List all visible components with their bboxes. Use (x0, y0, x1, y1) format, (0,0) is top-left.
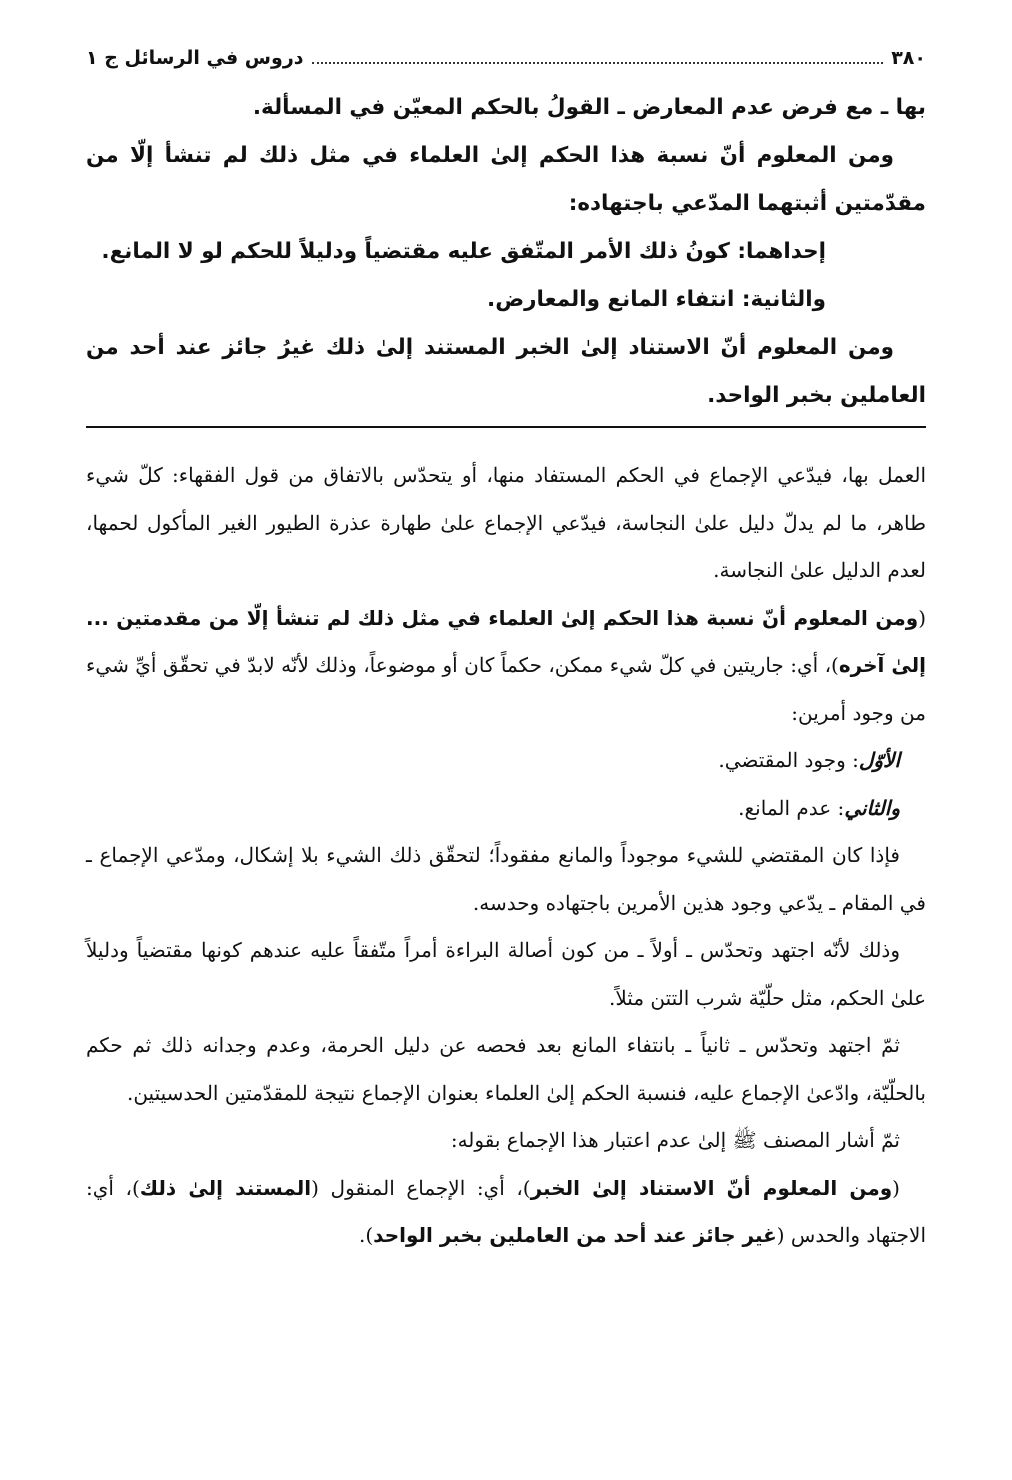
page-header (86, 40, 926, 76)
paren: ( (918, 605, 926, 630)
commentary-text (86, 452, 926, 1260)
commentary-paragraph: العمل بها، فيدّعي الإجماع في الحكم المستفاد منها، أو يتحدّس بالاتفاق من قول الفقهاء: كلّ شيء طاهر، ما لم يدلّ دليل علىٰ النجاسة، فيدّعي الإجماع علىٰ طهارة عذرة الطيور الغير المأكول لحمها، لعدم الدليل علىٰ النجاسة. (86, 463, 926, 582)
header-dotted-leader (312, 62, 884, 64)
main-paragraph: والثانية: انتفاء المانع والمعارض. (487, 287, 826, 312)
commentary-span: : وجود المقتضي. (718, 748, 859, 772)
main-paragraph: بها ـ مع فرض عدم المعارض ـ القولُ بالحكم المعيّن في المسألة. (252, 95, 926, 120)
commentary-paragraph (86, 595, 926, 738)
commentary-paragraph (86, 785, 926, 833)
main-text (86, 84, 926, 420)
item-label: الأوّل (858, 748, 900, 772)
quoted-text: ومن المعلوم أنّ نسبة هذا الحكم إلىٰ العلماء في مثل ذلك لم تنشأ إلّا من مقدمتين ... إلىٰ آخره (86, 605, 926, 677)
book-page (86, 40, 926, 1460)
item-label: والثاني (844, 795, 900, 820)
commentary-paragraph: فإذا كان المقتضي للشيء موجوداً والمانع مفقوداً؛ لتحقّق ذلك الشيء بلا إشكال، ومدّعي الإجماع ـ في المقام ـ يدّعي وجود هذين الأمرين باجتهاده وحدسه. (86, 843, 926, 915)
commentary-paragraph (86, 1165, 926, 1260)
commentary-paragraph: ثمّ أشار المصنف ﷺ إلىٰ عدم اعتبار هذا الإجماع بقوله: (450, 1128, 900, 1152)
commentary-span: )، أي: الإجماع المنقول ( (311, 1175, 531, 1200)
quoted-text: المستند إلىٰ ذلك (139, 1175, 312, 1200)
section-divider (86, 426, 926, 428)
main-paragraph: إحداهما: كونُ ذلك الأمر المتّفق عليه مقتضياً ودليلاً للحكم لو لا المانع. (101, 239, 826, 264)
commentary-span: )، أي: جاريتين في كلّ شيء ممكن، حكماً كان أو موضوعاً، وذلك لأنّه لابدّ في تحقّق أيِّ شيء من وجود أمرين: (86, 653, 926, 725)
commentary-paragraph (86, 737, 926, 785)
main-paragraph: ومن المعلوم أنّ نسبة هذا الحكم إلىٰ العلماء في مثل ذلك لم تنشأ إلّا من مقدّمتين أثبتهما المدّعي باجتهاده: (86, 143, 926, 216)
main-paragraph: ومن المعلوم أنّ الاستناد إلىٰ الخبر المستند إلىٰ ذلك غيرُ جائز عند أحد من العاملين بخبر الواحد. (86, 335, 926, 408)
page-number: ٣٨٠ (891, 47, 926, 69)
paren: ). (359, 1223, 374, 1247)
quoted-text: ومن المعلوم أنّ الاستناد إلىٰ الخبر (530, 1175, 893, 1200)
commentary-span: : عدم المانع. (738, 795, 845, 820)
commentary-paragraph: ثمّ اجتهد وتحدّس ـ ثانياً ـ بانتفاء المانع بعد فحصه عن دليل الحرمة، وعدم وجدانه ذلك ثم حكم بالحلّيّة، وادّعىٰ الإجماع عليه، فنسبة الحكم إلىٰ العلماء بعنوان الإجماع نتيجة للمقدّمتين الحدسيتين. (86, 1033, 926, 1105)
commentary-paragraph: وذلك لأنّه اجتهد وتحدّس ـ أولاً ـ من كون أصالة البراءة أمراً متّفقاً عليه عندهم كونها مقتضياً ودليلاً علىٰ الحكم، مثل حلّيّة شرب التتن مثلاً. (86, 938, 926, 1010)
quoted-text: غير جائز عند أحد من العاملين بخبر الواحد (373, 1223, 777, 1247)
commentary-span: )، أي: الاجتهاد والحدس ( (86, 1175, 926, 1247)
paren: ( (892, 1175, 900, 1200)
book-title: دروس في الرسائل ج ١ (86, 47, 304, 69)
